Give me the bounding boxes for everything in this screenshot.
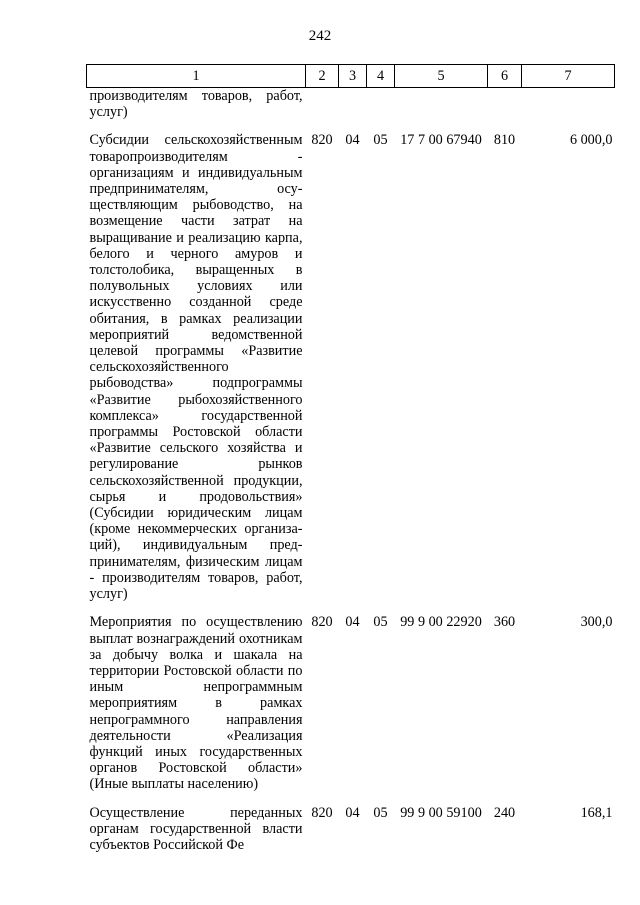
row-code-expense-type: 240 xyxy=(493,804,516,821)
row-code-subsection: 05 xyxy=(373,614,388,631)
budget-table xyxy=(86,64,615,853)
row-description: производителям товаров, работ, услуг) xyxy=(89,88,303,121)
column-header-5: 5 xyxy=(395,65,488,88)
row-code-section: 04 xyxy=(345,132,360,149)
table-row xyxy=(87,88,615,121)
row-code-expense-type xyxy=(488,88,522,121)
row-code-section: 04 xyxy=(345,614,360,631)
row-code-subsection: 05 xyxy=(373,132,388,149)
row-code-section xyxy=(339,88,367,121)
row-amount xyxy=(522,88,615,121)
row-amount: 168,1 xyxy=(580,804,613,821)
column-header-2: 2 xyxy=(306,65,339,88)
table-row xyxy=(87,805,615,854)
table-row xyxy=(87,132,615,602)
row-amount: 300,0 xyxy=(580,614,613,631)
row-code-ministry xyxy=(306,88,339,121)
page-number: 242 xyxy=(308,28,332,44)
column-header-6: 6 xyxy=(488,65,522,88)
table-row xyxy=(87,614,615,792)
column-header-7: 7 xyxy=(522,65,615,88)
row-amount: 6 000,0 xyxy=(569,132,613,149)
header-row xyxy=(87,65,615,88)
row-code-target: 17 7 00 67940 xyxy=(400,132,482,149)
row-description: Осуществление переданных органам государственной власти субъектов Российской Фе xyxy=(89,804,303,853)
row-code-subsection xyxy=(367,88,395,121)
row-code-target: 99 9 00 59100 xyxy=(400,804,482,821)
row-code-ministry: 820 xyxy=(311,804,333,821)
row-code-ministry: 820 xyxy=(311,614,333,631)
row-code-expense-type: 360 xyxy=(493,614,516,631)
column-header-4: 4 xyxy=(367,65,395,88)
row-code-section: 04 xyxy=(345,804,360,821)
column-header-1: 1 xyxy=(87,65,306,88)
row-code-subsection: 05 xyxy=(373,804,388,821)
row-code-expense-type: 810 xyxy=(493,132,516,149)
row-code-target xyxy=(395,88,488,121)
row-code-target: 99 9 00 22920 xyxy=(400,614,482,631)
column-header-3: 3 xyxy=(339,65,367,88)
row-code-ministry: 820 xyxy=(311,132,333,149)
row-description: Субсидии сельскохозяйственным товаропроизводителям - организациям и индивидуальным предпринимателям, осуществляющим рыбоводство, на возмещение части затрат на выращивание и реализацию карпа, белого и черного амуров и толстолобика, выращенных в полувольных условиях или искусственно созданной среде обитания, в рамках реализации мероприятий ведомственной целевой программы «Развитие сельскохозяйственного рыбоводства» подпрограммы «Развитие рыбохозяйственного комплекса» государственной программы Ростовской области «Развитие сельского хозяйства и регулирование рынков сельскохозяйственной продукции, сырья и продовольствия» (Субсидии юридическим лицам (кроме некоммерческих организаций), индивидуальным предпринимателям, физическим лицам - производителям товаров, работ, услуг) xyxy=(89,132,303,603)
row-description: Мероприятия по осуществлению выплат вознаграждений охотникам за добычу волка и шакала на территории Ростовской области по иным непрограммным мероприятиям в рамках непрограммного направления деятельности «Реализация функций иных государственных органов Ростовской области» (Иные выплаты населению) xyxy=(89,614,303,793)
